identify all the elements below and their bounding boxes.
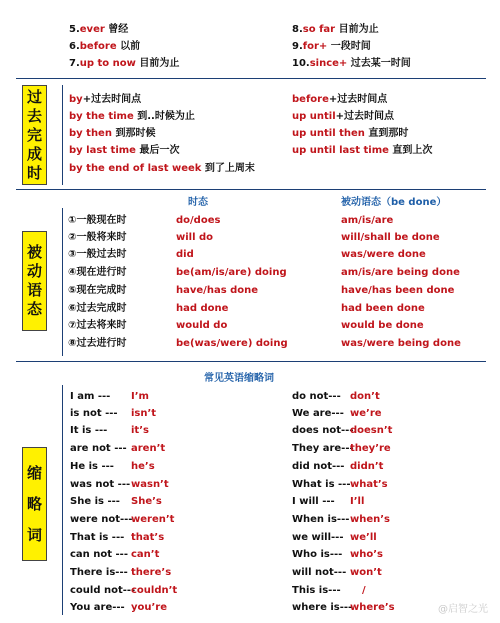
active-form: do/does	[176, 215, 221, 226]
passive-form: am/is/are	[341, 215, 394, 226]
short-form: weren’t	[131, 514, 175, 525]
full-form: is not ---	[70, 408, 118, 419]
list-item: by the end of last week 到了上周末	[69, 163, 255, 174]
list-item: by last time 最后一次	[69, 145, 180, 156]
section-label-abbreviations: 缩 略 词	[22, 447, 47, 561]
full-form: did not---	[292, 461, 345, 472]
top-item: 9.for+ 一段时间	[292, 41, 371, 52]
short-form: who’s	[350, 549, 383, 560]
short-form: there’s	[131, 567, 172, 578]
full-form: You are---	[70, 602, 125, 613]
divider	[16, 361, 486, 362]
full-form: When is---	[292, 514, 350, 525]
full-form: do not---	[292, 391, 341, 402]
list-item: up until+过去时间点	[292, 111, 395, 122]
full-form: we will---	[292, 532, 344, 543]
list-item: by+过去时间点	[69, 94, 142, 105]
watermark: @启智之光	[438, 604, 488, 615]
tense-name: ①一般现在时	[68, 215, 127, 226]
tense-name: ⑦过去将来时	[68, 320, 127, 331]
top-item: 7.up to now 目前为止	[69, 58, 180, 69]
divider	[16, 189, 486, 190]
short-form: what’s	[350, 479, 388, 490]
short-form: don’t	[350, 391, 380, 402]
section-label-past-perfect: 过 去 完 成 时	[22, 85, 47, 185]
full-form: could not---	[70, 585, 136, 596]
full-form: We are---	[292, 408, 344, 419]
full-form: are not ---	[70, 443, 127, 454]
tense-name: ②一般将来时	[68, 232, 127, 243]
active-form: would do	[176, 320, 228, 331]
short-form: didn’t	[350, 461, 384, 472]
active-form: will do	[176, 232, 214, 243]
column-header-passive: 被动语态（be done）	[341, 197, 447, 208]
passive-form: was/were done	[341, 249, 426, 260]
short-form: wasn’t	[131, 479, 169, 490]
short-form: won’t	[350, 567, 382, 578]
top-item: 6.before 以前	[69, 41, 141, 52]
active-form: be(was/were) doing	[176, 338, 288, 349]
full-form: There is---	[70, 567, 128, 578]
full-form: She is ---	[70, 496, 120, 507]
divider	[62, 208, 63, 356]
passive-form: would be done	[341, 320, 424, 331]
full-form: where is---	[292, 602, 353, 613]
short-form: it’s	[131, 425, 149, 436]
short-form: he’s	[131, 461, 155, 472]
full-form: were not---	[70, 514, 133, 525]
full-form: I will ---	[292, 496, 335, 507]
passive-form: had been done	[341, 303, 425, 314]
list-item: up until last time 直到上次	[292, 145, 433, 156]
passive-form: have/has been done	[341, 285, 455, 296]
section-label-passive-voice: 被 动 语 态	[22, 231, 47, 331]
short-form: She’s	[131, 496, 162, 507]
short-form: I’ll	[350, 496, 365, 507]
tense-name: ⑤现在完成时	[68, 285, 127, 296]
full-form: They are---	[292, 443, 354, 454]
active-form: be(am/is/are) doing	[176, 267, 287, 278]
full-form: What is ---	[292, 479, 351, 490]
top-item: 10.since+ 过去某一时间	[292, 58, 411, 69]
full-form: It is ---	[70, 425, 108, 436]
short-form: we’ll	[350, 532, 377, 543]
short-form: isn’t	[131, 408, 157, 419]
short-form: we’re	[350, 408, 382, 419]
tense-name: ⑧过去进行时	[68, 338, 127, 349]
active-form: did	[176, 249, 194, 260]
tense-name: ⑥过去完成时	[68, 303, 127, 314]
full-form: That is ---	[70, 532, 125, 543]
column-header-tense: 时态	[188, 197, 208, 208]
full-form: will not---	[292, 567, 347, 578]
short-form: where’s	[350, 602, 395, 613]
top-item: 5.ever 曾经	[69, 24, 129, 35]
full-form: Who is---	[292, 549, 343, 560]
tense-name: ③一般过去时	[68, 249, 127, 260]
full-form: does not---	[292, 425, 354, 436]
short-form: aren’t	[131, 443, 166, 454]
full-form: I am ---	[70, 391, 111, 402]
full-form: He is ---	[70, 461, 114, 472]
passive-form: am/is/are being done	[341, 267, 460, 278]
short-form: that’s	[131, 532, 165, 543]
short-form: they’re	[350, 443, 391, 454]
divider	[62, 85, 63, 185]
short-form: couldn’t	[131, 585, 178, 596]
divider	[16, 78, 486, 79]
section-title-abbreviations: 常见英语缩略词	[204, 373, 274, 384]
divider	[62, 385, 63, 615]
passive-form: was/were being done	[341, 338, 461, 349]
full-form: can not ---	[70, 549, 128, 560]
tense-name: ④现在进行时	[68, 267, 127, 278]
short-form: /	[362, 585, 366, 596]
top-item: 8.so far 目前为止	[292, 24, 379, 35]
short-form: doesn’t	[350, 425, 393, 436]
list-item: up until then 直到那时	[292, 128, 409, 139]
short-form: you’re	[131, 602, 168, 613]
active-form: have/has done	[176, 285, 259, 296]
full-form: This is---	[292, 585, 341, 596]
passive-form: will/shall be done	[341, 232, 440, 243]
short-form: when’s	[350, 514, 391, 525]
short-form: can’t	[131, 549, 160, 560]
short-form: I’m	[131, 391, 149, 402]
full-form: was not ---	[70, 479, 131, 490]
active-form: had done	[176, 303, 229, 314]
list-item: by the time 到..时候为止	[69, 111, 195, 122]
list-item: by then 到那时候	[69, 128, 156, 139]
list-item: before+过去时间点	[292, 94, 388, 105]
